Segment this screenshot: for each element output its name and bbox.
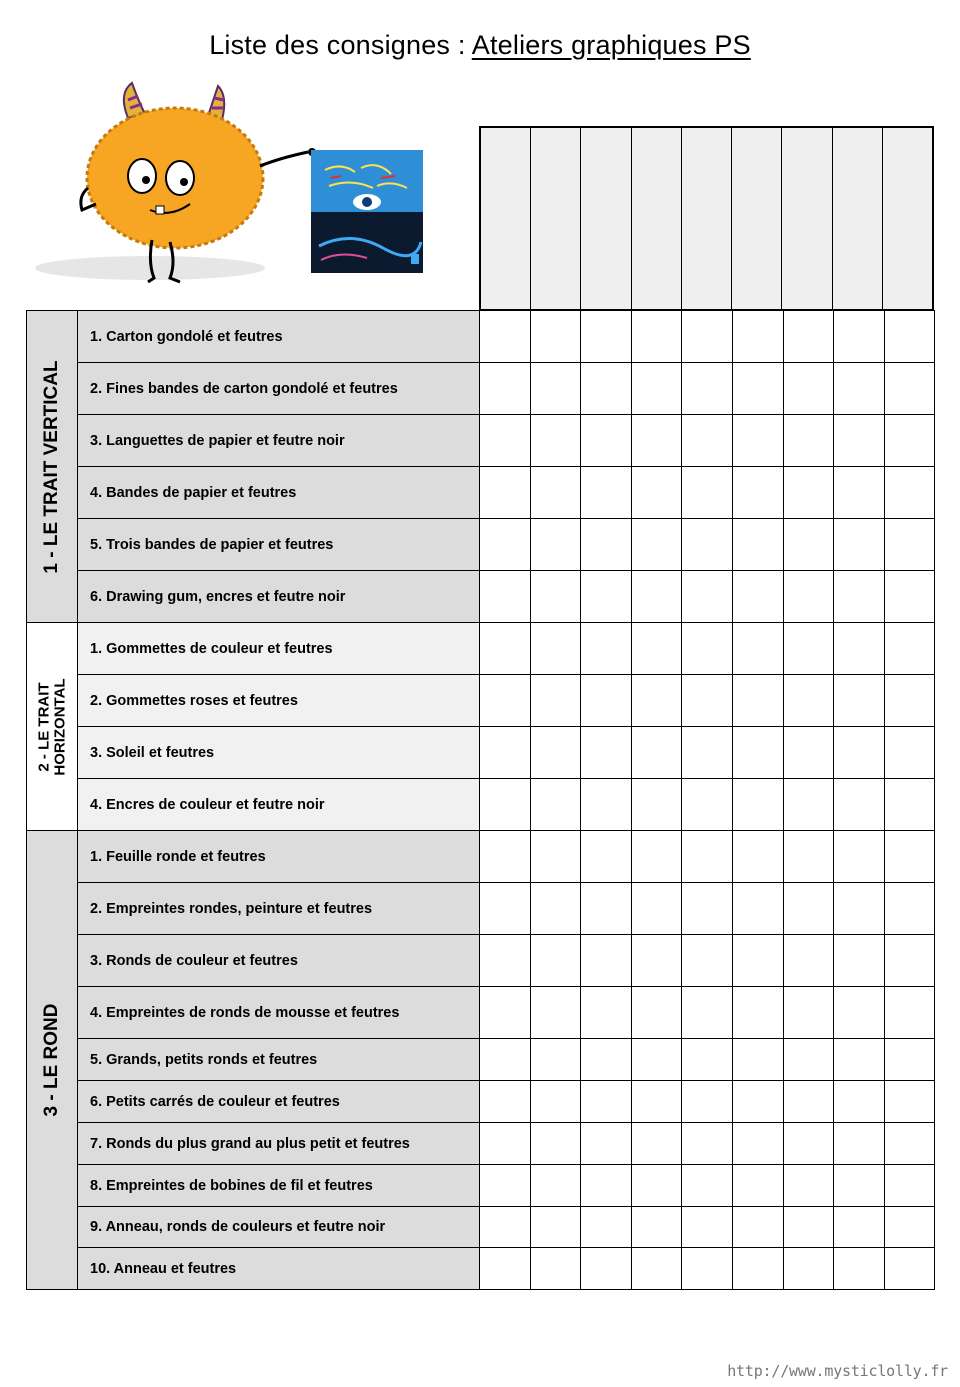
check-cell[interactable] xyxy=(581,1248,632,1290)
check-cell[interactable] xyxy=(581,467,632,519)
check-cell[interactable] xyxy=(631,519,682,571)
check-cell[interactable] xyxy=(682,779,733,831)
check-cell[interactable] xyxy=(682,623,733,675)
check-cell[interactable] xyxy=(884,727,935,779)
check-cell[interactable] xyxy=(530,987,581,1039)
check-cell[interactable] xyxy=(480,467,531,519)
check-cell[interactable] xyxy=(480,363,531,415)
check-cell[interactable] xyxy=(732,571,783,623)
check-cell[interactable] xyxy=(480,311,531,363)
column-header-cell[interactable] xyxy=(581,128,631,309)
check-cell[interactable] xyxy=(682,519,733,571)
check-cell[interactable] xyxy=(834,727,885,779)
book-cover-image xyxy=(311,150,423,273)
table-row xyxy=(27,675,935,727)
check-cell[interactable] xyxy=(480,1081,531,1123)
column-header-cell[interactable] xyxy=(682,128,732,309)
check-cell[interactable] xyxy=(732,415,783,467)
column-header-cell[interactable] xyxy=(481,128,531,309)
check-cell[interactable] xyxy=(530,1165,581,1207)
check-cell[interactable] xyxy=(530,363,581,415)
check-cell[interactable] xyxy=(631,935,682,987)
check-cell[interactable] xyxy=(581,987,632,1039)
section-label-text: 1 - LE TRAIT VERTICAL xyxy=(41,359,63,574)
check-cell[interactable] xyxy=(631,1039,682,1081)
check-cell[interactable] xyxy=(732,831,783,883)
check-cell[interactable] xyxy=(682,311,733,363)
table-row xyxy=(27,935,935,987)
check-cell[interactable] xyxy=(732,1081,783,1123)
page-title xyxy=(0,30,960,61)
table-row xyxy=(27,415,935,467)
check-cell[interactable] xyxy=(732,467,783,519)
check-cell[interactable] xyxy=(884,623,935,675)
check-cell[interactable] xyxy=(834,623,885,675)
check-cell[interactable] xyxy=(682,935,733,987)
check-cell[interactable] xyxy=(732,727,783,779)
check-cell[interactable] xyxy=(631,1165,682,1207)
check-cell[interactable] xyxy=(884,519,935,571)
table-row xyxy=(27,623,935,675)
check-cell[interactable] xyxy=(884,467,935,519)
table-row xyxy=(27,311,935,363)
check-cell[interactable] xyxy=(834,935,885,987)
check-cell[interactable] xyxy=(834,883,885,935)
check-cell[interactable] xyxy=(480,519,531,571)
table-row xyxy=(27,1081,935,1123)
activity-label: 2. Gommettes roses et feutres xyxy=(78,675,480,727)
table-row xyxy=(27,831,935,883)
check-cell[interactable] xyxy=(530,675,581,727)
check-cell[interactable] xyxy=(783,311,834,363)
check-cell[interactable] xyxy=(834,675,885,727)
check-cell[interactable] xyxy=(480,1207,531,1248)
activity-label: 3. Soleil et feutres xyxy=(78,727,480,779)
check-cell[interactable] xyxy=(732,623,783,675)
check-cell[interactable] xyxy=(530,519,581,571)
check-cell[interactable] xyxy=(783,519,834,571)
check-cell[interactable] xyxy=(530,1081,581,1123)
check-cell[interactable] xyxy=(884,935,935,987)
check-cell[interactable] xyxy=(631,571,682,623)
check-cell[interactable] xyxy=(884,1081,935,1123)
check-cell[interactable] xyxy=(682,883,733,935)
check-cell[interactable] xyxy=(530,1123,581,1165)
check-cell[interactable] xyxy=(732,311,783,363)
check-cell[interactable] xyxy=(631,311,682,363)
check-cell[interactable] xyxy=(581,519,632,571)
check-cell[interactable] xyxy=(631,415,682,467)
check-cell[interactable] xyxy=(530,415,581,467)
check-cell[interactable] xyxy=(581,727,632,779)
check-cell[interactable] xyxy=(783,831,834,883)
check-cell[interactable] xyxy=(783,883,834,935)
check-cell[interactable] xyxy=(480,987,531,1039)
check-cell[interactable] xyxy=(732,1207,783,1248)
check-cell[interactable] xyxy=(834,1123,885,1165)
check-cell[interactable] xyxy=(530,571,581,623)
check-cell[interactable] xyxy=(480,415,531,467)
activity-label: 4. Encres de couleur et feutre noir xyxy=(78,779,480,831)
check-cell[interactable] xyxy=(682,1123,733,1165)
check-cell[interactable] xyxy=(530,1248,581,1290)
check-cell[interactable] xyxy=(884,1207,935,1248)
footer-url: http://www.mysticlolly.fr xyxy=(727,1362,948,1380)
check-cell[interactable] xyxy=(783,779,834,831)
activity-label: 4. Bandes de papier et feutres xyxy=(78,467,480,519)
check-cell[interactable] xyxy=(581,623,632,675)
check-cell[interactable] xyxy=(884,415,935,467)
check-cell[interactable] xyxy=(834,831,885,883)
check-cell[interactable] xyxy=(783,467,834,519)
check-cell[interactable] xyxy=(682,363,733,415)
section-label xyxy=(27,623,78,831)
check-cell[interactable] xyxy=(834,987,885,1039)
column-header-cell[interactable] xyxy=(883,128,932,309)
check-cell[interactable] xyxy=(783,935,834,987)
section-label-text xyxy=(36,678,68,775)
column-header-cell[interactable] xyxy=(782,128,832,309)
column-header-cell[interactable] xyxy=(732,128,782,309)
activities-table xyxy=(26,310,935,1290)
check-cell[interactable] xyxy=(682,1039,733,1081)
check-cell[interactable] xyxy=(783,1207,834,1248)
check-cell[interactable] xyxy=(783,623,834,675)
check-cell[interactable] xyxy=(631,1248,682,1290)
check-cell[interactable] xyxy=(732,1248,783,1290)
check-cell[interactable] xyxy=(581,831,632,883)
check-cell[interactable] xyxy=(834,415,885,467)
check-cell[interactable] xyxy=(530,1039,581,1081)
check-cell[interactable] xyxy=(581,571,632,623)
check-cell[interactable] xyxy=(581,1039,632,1081)
table-row xyxy=(27,519,935,571)
section-label xyxy=(27,311,78,623)
check-cell[interactable] xyxy=(631,1123,682,1165)
check-cell[interactable] xyxy=(834,779,885,831)
check-cell[interactable] xyxy=(732,1039,783,1081)
table-row xyxy=(27,727,935,779)
check-cell[interactable] xyxy=(783,363,834,415)
check-cell[interactable] xyxy=(530,1207,581,1248)
check-cell[interactable] xyxy=(530,467,581,519)
activity-label: 1. Carton gondolé et feutres xyxy=(78,311,480,363)
check-cell[interactable] xyxy=(884,779,935,831)
check-cell[interactable] xyxy=(581,1081,632,1123)
activity-label: 3. Languettes de papier et feutre noir xyxy=(78,415,480,467)
check-cell[interactable] xyxy=(581,1207,632,1248)
check-cell[interactable] xyxy=(581,415,632,467)
check-cell[interactable] xyxy=(834,1248,885,1290)
check-cell[interactable] xyxy=(783,675,834,727)
check-cell[interactable] xyxy=(834,311,885,363)
check-cell[interactable] xyxy=(581,883,632,935)
activity-label: 6. Petits carrés de couleur et feutres xyxy=(78,1081,480,1123)
check-cell[interactable] xyxy=(732,363,783,415)
check-cell[interactable] xyxy=(884,1039,935,1081)
check-cell[interactable] xyxy=(631,987,682,1039)
column-header-grid xyxy=(479,126,934,311)
check-cell[interactable] xyxy=(732,779,783,831)
check-cell[interactable] xyxy=(631,727,682,779)
check-cell[interactable] xyxy=(732,987,783,1039)
check-cell[interactable] xyxy=(783,727,834,779)
title-underlined: Ateliers graphiques PS xyxy=(471,30,751,60)
check-cell[interactable] xyxy=(581,675,632,727)
check-cell[interactable] xyxy=(480,1165,531,1207)
activity-label: 5. Trois bandes de papier et feutres xyxy=(78,519,480,571)
activity-label: 6. Drawing gum, encres et feutre noir xyxy=(78,571,480,623)
check-cell[interactable] xyxy=(682,1165,733,1207)
check-cell[interactable] xyxy=(783,1248,834,1290)
check-cell[interactable] xyxy=(581,363,632,415)
check-cell[interactable] xyxy=(480,727,531,779)
activity-label: 1. Gommettes de couleur et feutres xyxy=(78,623,480,675)
check-cell[interactable] xyxy=(530,779,581,831)
check-cell[interactable] xyxy=(581,311,632,363)
title-prefix: Liste des consignes : xyxy=(209,30,472,60)
check-cell[interactable] xyxy=(480,779,531,831)
check-cell[interactable] xyxy=(530,935,581,987)
check-cell[interactable] xyxy=(682,675,733,727)
monster-illustration xyxy=(30,78,330,293)
check-cell[interactable] xyxy=(682,727,733,779)
check-cell[interactable] xyxy=(884,1248,935,1290)
check-cell[interactable] xyxy=(732,1123,783,1165)
check-cell[interactable] xyxy=(682,467,733,519)
check-cell[interactable] xyxy=(581,1165,632,1207)
check-cell[interactable] xyxy=(480,623,531,675)
table-row xyxy=(27,571,935,623)
activity-label: 5. Grands, petits ronds et feutres xyxy=(78,1039,480,1081)
check-cell[interactable] xyxy=(834,571,885,623)
check-cell[interactable] xyxy=(530,311,581,363)
table-row xyxy=(27,1248,935,1290)
check-cell[interactable] xyxy=(631,467,682,519)
check-cell[interactable] xyxy=(631,779,682,831)
check-cell[interactable] xyxy=(631,883,682,935)
check-cell[interactable] xyxy=(682,987,733,1039)
check-cell[interactable] xyxy=(884,883,935,935)
activity-label: 10. Anneau et feutres xyxy=(78,1248,480,1290)
check-cell[interactable] xyxy=(682,1081,733,1123)
column-header-cell[interactable] xyxy=(833,128,883,309)
check-cell[interactable] xyxy=(884,311,935,363)
check-cell[interactable] xyxy=(530,727,581,779)
check-cell[interactable] xyxy=(783,415,834,467)
check-cell[interactable] xyxy=(480,935,531,987)
check-cell[interactable] xyxy=(834,519,885,571)
activity-label: 7. Ronds du plus grand au plus petit et feutres xyxy=(78,1123,480,1165)
check-cell[interactable] xyxy=(783,1081,834,1123)
check-cell[interactable] xyxy=(581,935,632,987)
check-cell[interactable] xyxy=(480,1123,531,1165)
check-cell[interactable] xyxy=(480,1248,531,1290)
check-cell[interactable] xyxy=(530,623,581,675)
table-row xyxy=(27,1165,935,1207)
check-cell[interactable] xyxy=(783,571,834,623)
check-cell[interactable] xyxy=(834,1039,885,1081)
check-cell[interactable] xyxy=(682,571,733,623)
check-cell[interactable] xyxy=(884,1165,935,1207)
check-cell[interactable] xyxy=(783,987,834,1039)
check-cell[interactable] xyxy=(480,883,531,935)
section-label-line: HORIZONTAL xyxy=(51,677,68,776)
check-cell[interactable] xyxy=(631,623,682,675)
check-cell[interactable] xyxy=(530,883,581,935)
activity-label: 2. Fines bandes de carton gondolé et feutres xyxy=(78,363,480,415)
check-cell[interactable] xyxy=(732,519,783,571)
table-row xyxy=(27,779,935,831)
check-cell[interactable] xyxy=(834,1207,885,1248)
check-cell[interactable] xyxy=(834,1165,885,1207)
table-row xyxy=(27,363,935,415)
check-cell[interactable] xyxy=(732,675,783,727)
column-header-cell[interactable] xyxy=(632,128,682,309)
check-cell[interactable] xyxy=(631,363,682,415)
check-cell[interactable] xyxy=(682,1248,733,1290)
section-label xyxy=(27,831,78,1290)
check-cell[interactable] xyxy=(530,831,581,883)
table-row xyxy=(27,1207,935,1248)
activity-label: 2. Empreintes rondes, peinture et feutres xyxy=(78,883,480,935)
column-header-cell[interactable] xyxy=(531,128,581,309)
check-cell[interactable] xyxy=(783,1039,834,1081)
check-cell[interactable] xyxy=(732,1165,783,1207)
table-row xyxy=(27,987,935,1039)
check-cell[interactable] xyxy=(884,987,935,1039)
activity-label: 9. Anneau, ronds de couleurs et feutre noir xyxy=(78,1207,480,1248)
check-cell[interactable] xyxy=(631,1081,682,1123)
check-cell[interactable] xyxy=(834,1081,885,1123)
check-cell[interactable] xyxy=(884,675,935,727)
check-cell[interactable] xyxy=(884,1123,935,1165)
check-cell[interactable] xyxy=(682,415,733,467)
activity-label: 8. Empreintes de bobines de fil et feutres xyxy=(78,1165,480,1207)
check-cell[interactable] xyxy=(834,467,885,519)
check-cell[interactable] xyxy=(480,831,531,883)
check-cell[interactable] xyxy=(631,675,682,727)
check-cell[interactable] xyxy=(732,935,783,987)
check-cell[interactable] xyxy=(732,883,783,935)
check-cell[interactable] xyxy=(783,1123,834,1165)
check-cell[interactable] xyxy=(682,1207,733,1248)
check-cell[interactable] xyxy=(783,1165,834,1207)
check-cell[interactable] xyxy=(480,1039,531,1081)
check-cell[interactable] xyxy=(581,1123,632,1165)
table-row xyxy=(27,1123,935,1165)
section-label-line: 2 - LE TRAIT xyxy=(35,681,53,772)
check-cell[interactable] xyxy=(884,571,935,623)
check-cell[interactable] xyxy=(834,363,885,415)
check-cell[interactable] xyxy=(884,831,935,883)
check-cell[interactable] xyxy=(480,571,531,623)
activity-label: 1. Feuille ronde et feutres xyxy=(78,831,480,883)
table-row xyxy=(27,1039,935,1081)
activity-label: 4. Empreintes de ronds de mousse et feutres xyxy=(78,987,480,1039)
check-cell[interactable] xyxy=(581,779,632,831)
check-cell[interactable] xyxy=(480,675,531,727)
check-cell[interactable] xyxy=(682,831,733,883)
section-label-text: 3 - LE ROND xyxy=(41,1003,63,1117)
table-row xyxy=(27,467,935,519)
table-row xyxy=(27,883,935,935)
check-cell[interactable] xyxy=(631,1207,682,1248)
check-cell[interactable] xyxy=(631,831,682,883)
activity-label: 3. Ronds de couleur et feutres xyxy=(78,935,480,987)
check-cell[interactable] xyxy=(884,363,935,415)
